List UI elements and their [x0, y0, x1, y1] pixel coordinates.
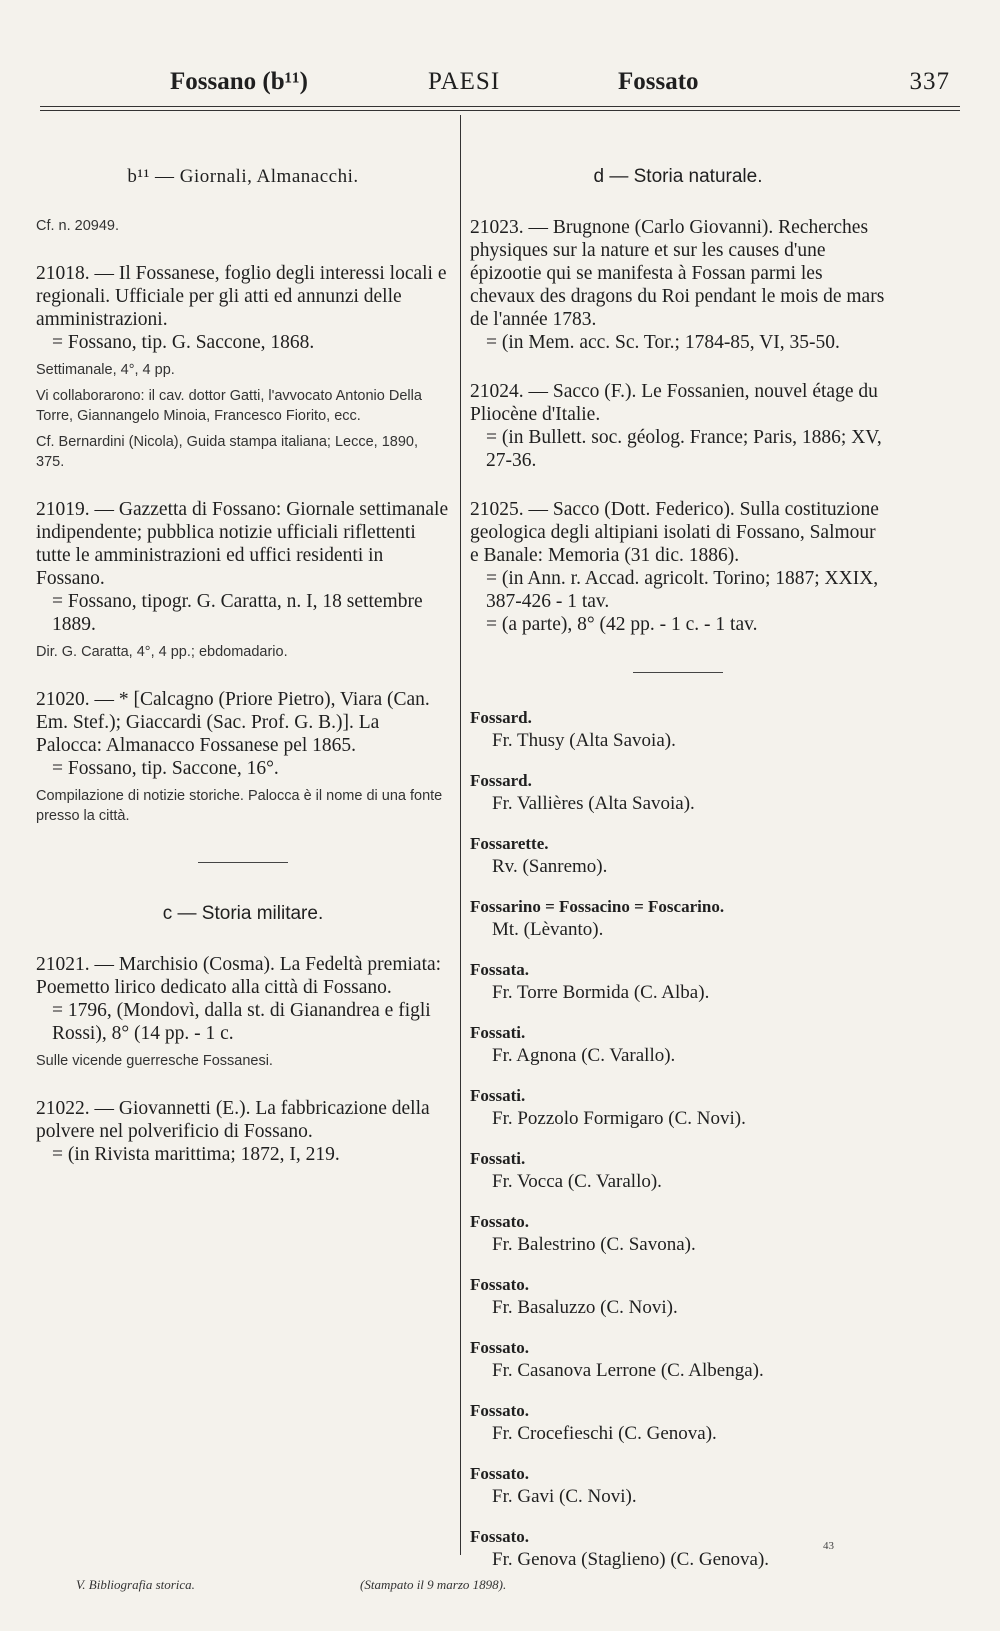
place-reference: Fr. Pozzolo Formigaro (C. Novi). — [492, 1108, 746, 1129]
place-entry — [470, 1337, 886, 1382]
place-entry — [470, 1463, 886, 1508]
entry-21022: 21022. — Giovannetti (E.). La fabbricazione della polvere nel polverificio di Fossano. — [36, 1098, 430, 1142]
entry-21025-publication: = (in Ann. r. Accad. agricolt. Torino; 1887; XXIX, 387-426 - 1 tav. — [486, 568, 879, 612]
section-separator — [633, 672, 723, 673]
place-entry — [470, 707, 886, 752]
running-header — [40, 62, 960, 102]
place-reference: Fr. Crocefieschi (C. Genova). — [492, 1423, 717, 1444]
place-reference: Fr. Thusy (Alta Savoia). — [492, 730, 676, 751]
section-separator — [198, 862, 288, 863]
entry-21019-publication: = Fossano, tipogr. G. Caratta, n. I, 18 settembre 1889. — [52, 591, 423, 635]
footer-print-date: (Stampato il 9 marzo 1898). — [360, 1577, 507, 1592]
place-reference: Fr. Genova (Staglieno) (C. Genova). — [492, 1549, 770, 1570]
place-reference: Fr. Basaluzzo (C. Novi). — [492, 1297, 678, 1318]
header-rule-bottom — [40, 110, 960, 111]
place-name: Fossato. — [470, 1401, 530, 1420]
place-name: Fossato. — [470, 1275, 530, 1294]
place-reference: Fr. Torre Bormida (C. Alba). — [492, 982, 710, 1003]
place-name: Fossati. — [470, 1149, 526, 1168]
entry-21023: 21023. — Brugnone (Carlo Giovanni). Recherches physiques sur la nature et sur les causes d'une épizootie qui se manifesta à Fossan parmi les chevaux des dragons du Roi pendant le mois de mars de l'année 1783. — [470, 217, 885, 330]
entry-21022-publication: = (in Rivista marittima; 1872, I, 219. — [52, 1144, 340, 1165]
place-entry — [470, 1022, 886, 1067]
left-column — [36, 120, 450, 1166]
header-left-title: Fossano (b¹¹) — [170, 68, 308, 95]
place-name: Fossard. — [470, 771, 532, 790]
entry-21020-publication: = Fossano, tip. Saccone, 16°. — [52, 758, 279, 779]
place-name: Fossato. — [470, 1527, 530, 1546]
place-entry — [470, 1085, 886, 1130]
place-entry — [470, 770, 886, 815]
place-name: Fossarette. — [470, 834, 549, 853]
entry-21018-note: Vi collaborarono: il cav. dottor Gatti, l'avvocato Antonio Della Torre, Giannangelo Minoia, Francesco Fiorito, ecc. — [36, 388, 422, 424]
header-rule-top — [40, 106, 960, 107]
header-right-title: Fossato — [618, 68, 699, 95]
place-reference: Rv. (Sanremo). — [492, 856, 608, 877]
section-heading-b11: b¹¹ — Giornali, Almanacchi. — [127, 166, 359, 187]
entry-21020: 21020. — * [Calcagno (Priore Pietro), Viara (Can. Em. Stef.); Giaccardi (Sac. Prof. G. B.)]. La Palocca: Almanacco Fossanese pel 1865. — [36, 689, 430, 756]
header-center-title: PAESI — [428, 68, 501, 95]
entry-21018-note: Cf. Bernardini (Nicola), Guida stampa italiana; Lecce, 1890, 375. — [36, 434, 419, 470]
place-entry — [470, 959, 886, 1004]
place-reference: Fr. Vocca (C. Varallo). — [492, 1171, 662, 1192]
printer-signature: 43 — [823, 1540, 834, 1552]
place-entry — [470, 1400, 886, 1445]
column-divider — [460, 115, 461, 1555]
place-name: Fossato. — [470, 1464, 530, 1483]
place-entry — [470, 896, 886, 941]
place-reference: Fr. Gavi (C. Novi). — [492, 1486, 637, 1507]
place-name: Fossarino = Fossacino = Foscarino. — [470, 897, 725, 916]
place-name: Fossata. — [470, 960, 530, 979]
place-reference: Fr. Agnona (C. Varallo). — [492, 1045, 676, 1066]
entry-21025: 21025. — Sacco (Dott. Federico). Sulla costituzione geologica degli altipiani isolati di Fossano, Salmour e Banale: Memoria (31 dic. 1886). — [470, 499, 879, 566]
place-reference: Fr. Balestrino (C. Savona). — [492, 1234, 696, 1255]
place-entry — [470, 1148, 886, 1193]
section-heading-c: c — Storia militare. — [162, 903, 324, 924]
place-entry — [470, 833, 886, 878]
footer-left: V. Bibliografia storica. — [76, 1577, 195, 1592]
place-name: Fossati. — [470, 1023, 526, 1042]
place-entry — [470, 1274, 886, 1319]
place-reference: Fr. Casanova Lerrone (C. Albenga). — [492, 1360, 764, 1381]
entry-21024: 21024. — Sacco (F.). Le Fossanien, nouvel étage du Pliocène d'Italie. — [470, 381, 878, 425]
right-column — [470, 120, 886, 1589]
place-reference: Fr. Vallières (Alta Savoia). — [492, 793, 695, 814]
place-entry — [470, 1211, 886, 1256]
place-name: Fossato. — [470, 1212, 530, 1231]
place-name: Fossard. — [470, 708, 532, 727]
place-reference: Mt. (Lèvanto). — [492, 919, 604, 940]
cross-reference: Cf. n. 20949. — [36, 218, 120, 234]
entry-21019: 21019. — Gazzetta di Fossano: Giornale settimanale indipendente; pubblica notizie ufficiali riflettenti tutte le amministrazioni ed uffici residenti in Fossano. — [36, 499, 449, 589]
entry-21020-note: Compilazione di notizie storiche. Palocca è il nome di una fonte presso la città. — [36, 788, 443, 824]
entry-21018-publication: = Fossano, tip. G. Saccone, 1868. — [52, 332, 315, 353]
entry-21018-note: Settimanale, 4°, 4 pp. — [36, 362, 175, 378]
place-name: Fossati. — [470, 1086, 526, 1105]
entry-21021-note: Sulle vicende guerresche Fossanesi. — [36, 1053, 273, 1069]
place-name: Fossato. — [470, 1338, 530, 1357]
page-number: 337 — [909, 68, 950, 95]
entry-21019-note: Dir. G. Caratta, 4°, 4 pp.; ebdomadario. — [36, 644, 288, 660]
entry-21021: 21021. — Marchisio (Cosma). La Fedeltà premiata: Poemetto lirico dedicato alla città di Fossano. — [36, 954, 442, 998]
section-heading-d: d — Storia naturale. — [593, 166, 763, 187]
entry-21024-publication: = (in Bullett. soc. géolog. France; Paris, 1886; XV, 27-36. — [486, 427, 882, 471]
entry-21018: 21018. — Il Fossanese, foglio degli interessi locali e regionali. Ufficiale per gli atti ed annunzi delle amministrazioni. — [36, 263, 447, 330]
entry-21023-publication: = (in Mem. acc. Sc. Tor.; 1784-85, VI, 35-50. — [486, 332, 840, 353]
entry-21021-publication: = 1796, (Mondovì, dalla st. di Gianandrea e figli Rossi), 8° (14 pp. - 1 c. — [52, 1000, 431, 1044]
entry-21025-publication: = (a parte), 8° (42 pp. - 1 c. - 1 tav. — [486, 614, 758, 635]
